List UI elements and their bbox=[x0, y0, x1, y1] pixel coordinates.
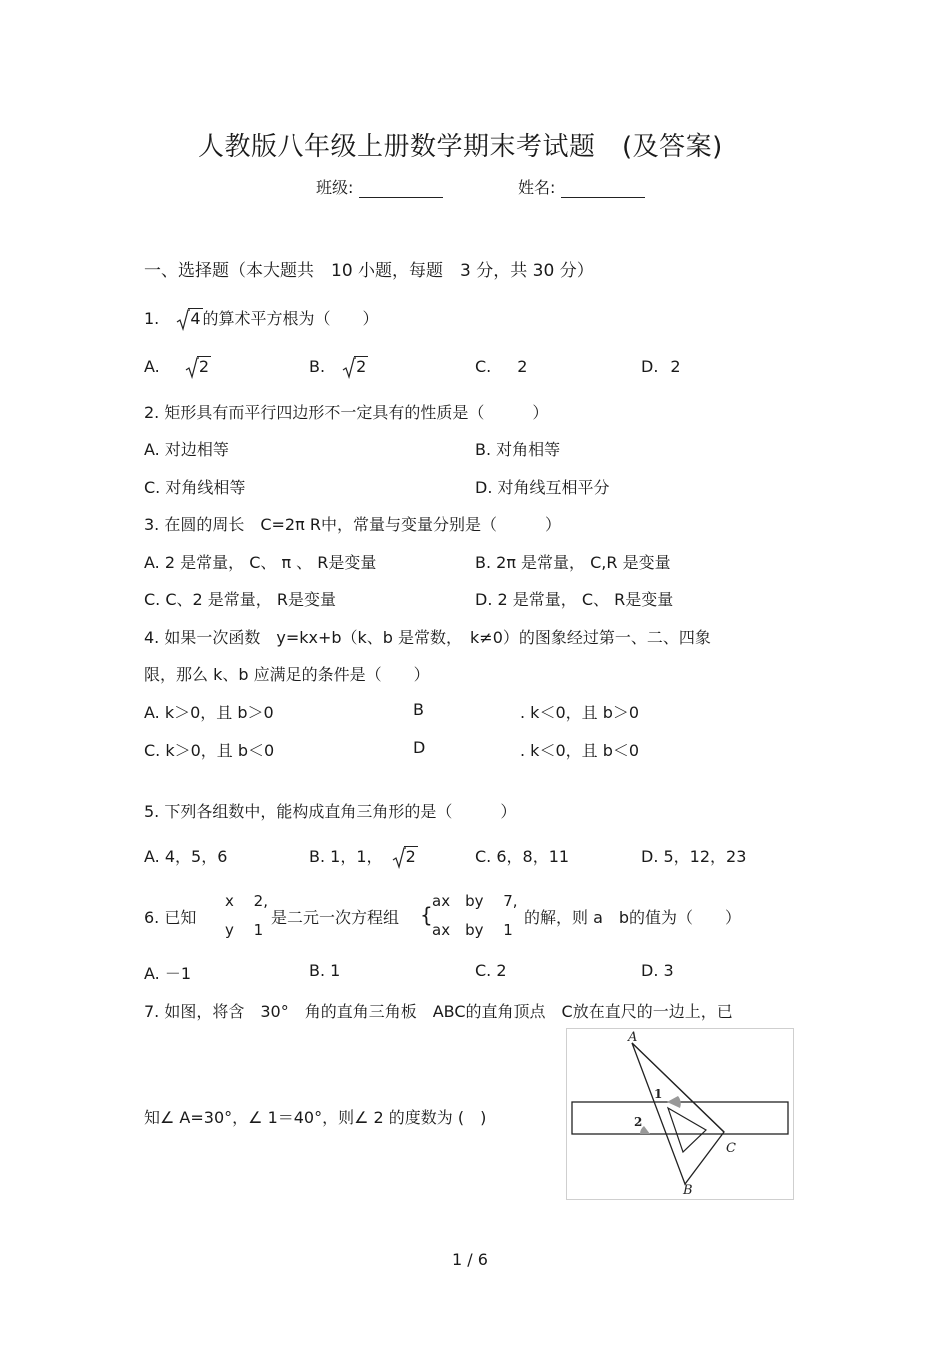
q1-radicand: 4 bbox=[190, 309, 201, 328]
question-1 bbox=[144, 306, 379, 329]
option-text: B. 1，1， bbox=[309, 847, 383, 866]
angle-1-shade bbox=[667, 1096, 681, 1108]
q1-text: 的算术平方根为（ ） bbox=[202, 309, 379, 328]
q3-option-b: B. 2π 是常量， C,R 是变量 bbox=[475, 553, 671, 572]
inner-triangle bbox=[668, 1108, 706, 1152]
q6-y-value: y 1 bbox=[225, 921, 264, 939]
q6-option-b: B. 1 bbox=[309, 961, 341, 980]
q6-option-d: D. 3 bbox=[641, 961, 674, 980]
class-blank bbox=[359, 179, 443, 198]
name-label: 姓名: bbox=[518, 178, 556, 197]
q6-option-a: A. －1 bbox=[144, 964, 192, 983]
question-2: 2. 矩形具有而平行四边形不一定具有的性质是（ ） bbox=[144, 403, 549, 422]
option-label: C. bbox=[475, 357, 492, 376]
name-blank bbox=[561, 179, 645, 198]
q2-option-d: D. 对角线互相平分 bbox=[475, 478, 610, 497]
question-6-prefix: 6. 已知 bbox=[144, 908, 197, 927]
sqrt-symbol bbox=[342, 357, 368, 376]
q6-equation-2: ax by 1 bbox=[432, 921, 513, 939]
q6-equation-1: ax by 7, bbox=[432, 892, 518, 910]
class-field bbox=[316, 175, 443, 198]
q1-option-b bbox=[309, 357, 368, 376]
question-3: 3. 在圆的周长 C=2π R中，常量与变量分别是（ ） bbox=[144, 515, 561, 534]
geometry-figure bbox=[566, 1028, 794, 1200]
radicand: 2 bbox=[198, 357, 210, 376]
q4-option-b: . k＜0，且 b＞0 bbox=[520, 703, 640, 722]
q2-option-b: B. 对角相等 bbox=[475, 440, 561, 459]
option-label: B. bbox=[309, 357, 326, 376]
q5-option-b bbox=[309, 844, 418, 867]
question-5: 5. 下列各组数中，能构成直角三角形的是（ ） bbox=[144, 802, 517, 821]
question-4-line2: 限，那么 k、b 应满足的条件是（ ） bbox=[144, 665, 430, 684]
question-7-line2: 知∠ A=30°，∠ 1＝40°，则∠ 2 的度数为 ( ) bbox=[144, 1108, 487, 1127]
q5-option-d: D. 5，12，23 bbox=[641, 847, 747, 866]
q1-number: 1. bbox=[144, 309, 160, 328]
q1-option-a bbox=[144, 357, 211, 376]
label-c: C bbox=[726, 1141, 736, 1156]
page-title: 人教版八年级上册数学期末考试题 (及答案) bbox=[198, 132, 723, 162]
q5-option-c: C. 6，8，11 bbox=[475, 847, 570, 866]
question-4-line1: 4. 如果一次函数 y=kx+b（k、b 是常数， k≠0）的图象经过第一、二、四象 bbox=[144, 628, 711, 647]
q1-option-c bbox=[475, 357, 527, 376]
q6-mid-text: 是二元一次方程组 bbox=[271, 908, 400, 927]
q6-suffix: 的解，则 a b的值为（ ） bbox=[524, 908, 742, 927]
q3-option-c: C. C、2 是常量， R是变量 bbox=[144, 590, 336, 609]
q6-option-c: C. 2 bbox=[475, 961, 507, 980]
q3-option-a: A. 2 是常量， C、 π 、 R是变量 bbox=[144, 553, 377, 572]
q4-option-a: A. k＞0，且 b＞0 bbox=[144, 703, 274, 722]
option-label: A. bbox=[144, 357, 160, 376]
option-label: D. bbox=[641, 357, 659, 376]
sqrt-symbol bbox=[176, 309, 202, 328]
option-value: 2 bbox=[670, 357, 681, 376]
label-b: B bbox=[683, 1183, 693, 1198]
q3-option-d: D. 2 是常量， C、 R是变量 bbox=[475, 590, 674, 609]
option-value: 2 bbox=[517, 357, 528, 376]
q4-option-d-label: D bbox=[413, 738, 426, 757]
figure-frame bbox=[567, 1029, 794, 1200]
q5-option-a: A. 4，5，6 bbox=[144, 847, 228, 866]
label-angle-2: 2 bbox=[634, 1115, 643, 1129]
q4-option-b-label: B bbox=[413, 700, 424, 719]
sqrt-symbol bbox=[185, 357, 211, 376]
label-a: A bbox=[628, 1030, 638, 1045]
q6-x-value: x 2, bbox=[225, 892, 268, 910]
q2-option-a: A. 对边相等 bbox=[144, 440, 229, 459]
label-angle-1: 1 bbox=[654, 1087, 663, 1101]
radicand: 2 bbox=[405, 847, 416, 866]
brace-symbol: { bbox=[420, 903, 433, 927]
sqrt-symbol bbox=[392, 847, 418, 866]
class-label: 班级: bbox=[316, 178, 354, 197]
section-heading: 一、选择题（本大题共 10 小题，每题 3 分，共 30 分） bbox=[144, 261, 594, 281]
radicand: 2 bbox=[356, 357, 367, 376]
q4-option-c: C. k＞0，且 b＜0 bbox=[144, 741, 275, 760]
q2-option-c: C. 对角线相等 bbox=[144, 478, 246, 497]
q1-option-d bbox=[641, 357, 681, 376]
page-number: 1 / 6 bbox=[452, 1250, 488, 1269]
q4-option-d: . k＜0，且 b＜0 bbox=[520, 741, 640, 760]
question-7-line1: 7. 如图，将含 30° 角的直角三角板 ABC的直角顶点 C放在直尺的一边上，已 bbox=[144, 1002, 733, 1021]
name-field bbox=[518, 175, 645, 198]
